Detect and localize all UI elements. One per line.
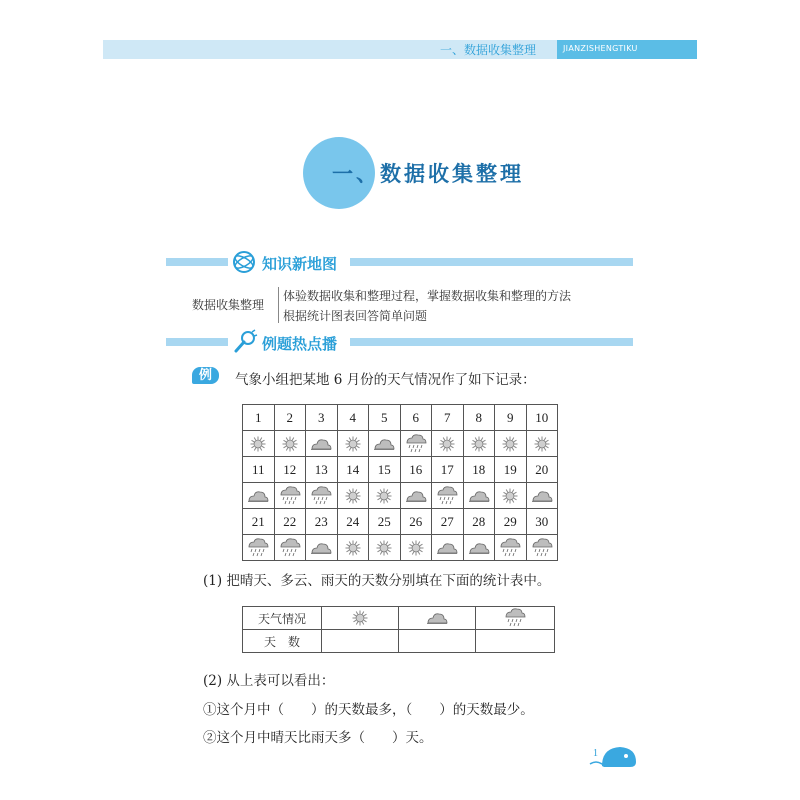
header-tag bbox=[557, 40, 697, 59]
section-title-knowledge: 知识新地图 bbox=[262, 255, 338, 273]
statistics-table bbox=[242, 606, 555, 653]
day-number-cell: 9 bbox=[495, 405, 527, 431]
page-number: 1 bbox=[593, 748, 598, 759]
day-weather-cell bbox=[337, 535, 369, 561]
table-row bbox=[243, 457, 558, 483]
day-weather-cell bbox=[432, 535, 464, 561]
day-number-cell: 21 bbox=[243, 509, 275, 535]
day-weather-cell bbox=[400, 483, 432, 509]
section-line-left bbox=[166, 338, 228, 346]
sunny-icon bbox=[375, 487, 393, 505]
day-number-cell: 16 bbox=[400, 457, 432, 483]
rainy-icon bbox=[247, 538, 269, 558]
section-line-left bbox=[166, 258, 228, 266]
day-weather-cell bbox=[337, 483, 369, 509]
day-weather-cell bbox=[337, 431, 369, 457]
day-number-cell: 29 bbox=[495, 509, 527, 535]
stat-days-sunny[interactable] bbox=[322, 630, 399, 653]
sunny-icon bbox=[407, 539, 425, 557]
sunny-icon bbox=[344, 487, 362, 505]
table-row bbox=[243, 630, 555, 653]
rainy-icon bbox=[504, 608, 526, 628]
rainy-icon bbox=[499, 538, 521, 558]
day-weather-cell bbox=[495, 483, 527, 509]
knowledge-divider bbox=[278, 287, 279, 323]
rainy-icon bbox=[405, 434, 427, 454]
rainy-icon bbox=[279, 538, 301, 558]
day-weather-cell bbox=[463, 483, 495, 509]
table-row bbox=[243, 535, 558, 561]
day-number-cell: 17 bbox=[432, 457, 464, 483]
day-number-cell: 11 bbox=[243, 457, 275, 483]
sunny-icon bbox=[344, 435, 362, 453]
day-weather-cell bbox=[306, 483, 338, 509]
day-number-cell: 24 bbox=[337, 509, 369, 535]
day-weather-cell bbox=[243, 431, 275, 457]
section-title-examples: 例题热点播 bbox=[262, 335, 338, 353]
cloudy-icon bbox=[468, 541, 490, 555]
rainy-icon bbox=[436, 486, 458, 506]
day-number-cell: 25 bbox=[369, 509, 401, 535]
day-weather-cell bbox=[274, 483, 306, 509]
question-2-part-1: ①这个月中（ ）的天数最多，（ ）的天数最少。 bbox=[203, 702, 534, 718]
section-line-right bbox=[350, 258, 633, 266]
day-weather-cell bbox=[400, 535, 432, 561]
knowledge-topic: 数据收集整理 bbox=[192, 298, 265, 312]
day-number-cell: 20 bbox=[526, 457, 558, 483]
cloudy-icon bbox=[426, 611, 448, 625]
whale-mascot-icon bbox=[588, 742, 640, 770]
day-weather-cell bbox=[274, 431, 306, 457]
day-number-cell: 5 bbox=[369, 405, 401, 431]
chapter-title: 一、数据收集整理 bbox=[332, 162, 524, 186]
cloudy-icon bbox=[247, 489, 269, 503]
row-label-days: 天 数 bbox=[243, 630, 322, 653]
header-tag-label: JIANZISHENGTIKU bbox=[563, 44, 638, 53]
stat-days-cloudy[interactable] bbox=[399, 630, 476, 653]
day-weather-cell bbox=[463, 535, 495, 561]
stat-column-rainy bbox=[476, 607, 555, 630]
cloudy-icon bbox=[310, 437, 332, 451]
cloudy-icon bbox=[531, 489, 553, 503]
question-2: (2) 从上表可以看出： bbox=[203, 673, 335, 689]
day-weather-cell bbox=[432, 431, 464, 457]
cloudy-icon bbox=[310, 541, 332, 555]
day-number-cell: 26 bbox=[400, 509, 432, 535]
table-row bbox=[243, 405, 558, 431]
cloudy-icon bbox=[373, 437, 395, 451]
section-line-right bbox=[350, 338, 633, 346]
knowledge-point-2: 根据统计图表回答简单问题 bbox=[283, 309, 428, 323]
knowledge-point-1: 体验数据收集和整理过程，掌握数据收集和整理的方法 bbox=[283, 289, 572, 303]
table-row bbox=[243, 607, 555, 630]
day-number-cell: 12 bbox=[274, 457, 306, 483]
sunny-icon bbox=[351, 609, 369, 627]
stat-days-rainy[interactable] bbox=[476, 630, 555, 653]
day-number-cell: 14 bbox=[337, 457, 369, 483]
sunny-icon bbox=[501, 487, 519, 505]
day-weather-cell bbox=[369, 535, 401, 561]
day-weather-cell bbox=[526, 483, 558, 509]
question-2-part-2: ②这个月中晴天比雨天多（ ）天。 bbox=[203, 730, 433, 746]
header-title: 一、数据收集整理 bbox=[440, 43, 537, 57]
sunny-icon bbox=[281, 435, 299, 453]
day-number-cell: 13 bbox=[306, 457, 338, 483]
day-number-cell: 15 bbox=[369, 457, 401, 483]
example-badge: 例 bbox=[192, 367, 219, 384]
table-row bbox=[243, 431, 558, 457]
day-weather-cell bbox=[432, 483, 464, 509]
day-number-cell: 8 bbox=[463, 405, 495, 431]
day-number-cell: 7 bbox=[432, 405, 464, 431]
day-weather-cell bbox=[400, 431, 432, 457]
cloudy-icon bbox=[405, 489, 427, 503]
day-number-cell: 19 bbox=[495, 457, 527, 483]
sunny-icon bbox=[438, 435, 456, 453]
day-weather-cell bbox=[369, 431, 401, 457]
example-text: 气象小组把某地 6 月份的天气情况作了如下记录： bbox=[235, 372, 536, 388]
day-weather-cell bbox=[495, 535, 527, 561]
day-weather-cell bbox=[306, 431, 338, 457]
day-weather-cell bbox=[243, 535, 275, 561]
sunny-icon bbox=[533, 435, 551, 453]
stat-column-cloudy bbox=[399, 607, 476, 630]
rainy-icon bbox=[531, 538, 553, 558]
day-number-cell: 22 bbox=[274, 509, 306, 535]
weather-calendar-table bbox=[242, 404, 558, 561]
day-weather-cell bbox=[243, 483, 275, 509]
day-number-cell: 23 bbox=[306, 509, 338, 535]
day-weather-cell bbox=[369, 483, 401, 509]
day-number-cell: 4 bbox=[337, 405, 369, 431]
sunny-icon bbox=[344, 539, 362, 557]
day-number-cell: 18 bbox=[463, 457, 495, 483]
day-number-cell: 30 bbox=[526, 509, 558, 535]
table-row bbox=[243, 509, 558, 535]
day-number-cell: 1 bbox=[243, 405, 275, 431]
rainy-icon bbox=[279, 486, 301, 506]
cloudy-icon bbox=[436, 541, 458, 555]
question-1: (1) 把晴天、多云、雨天的天数分别填在下面的统计表中。 bbox=[203, 573, 551, 589]
day-number-cell: 6 bbox=[400, 405, 432, 431]
sunny-icon bbox=[375, 539, 393, 557]
day-weather-cell bbox=[463, 431, 495, 457]
table-row bbox=[243, 483, 558, 509]
microphone-icon bbox=[231, 329, 259, 355]
day-weather-cell bbox=[306, 535, 338, 561]
day-number-cell: 28 bbox=[463, 509, 495, 535]
day-weather-cell bbox=[495, 431, 527, 457]
row-label-weather: 天气情况 bbox=[243, 607, 322, 630]
sunny-icon bbox=[470, 435, 488, 453]
day-number-cell: 3 bbox=[306, 405, 338, 431]
rainy-icon bbox=[310, 486, 332, 506]
cloudy-icon bbox=[468, 489, 490, 503]
day-number-cell: 10 bbox=[526, 405, 558, 431]
day-number-cell: 27 bbox=[432, 509, 464, 535]
day-number-cell: 2 bbox=[274, 405, 306, 431]
sunny-icon bbox=[249, 435, 267, 453]
day-weather-cell bbox=[526, 431, 558, 457]
globe-icon bbox=[231, 249, 257, 275]
day-weather-cell bbox=[274, 535, 306, 561]
stat-column-sunny bbox=[322, 607, 399, 630]
day-weather-cell bbox=[526, 535, 558, 561]
sunny-icon bbox=[501, 435, 519, 453]
